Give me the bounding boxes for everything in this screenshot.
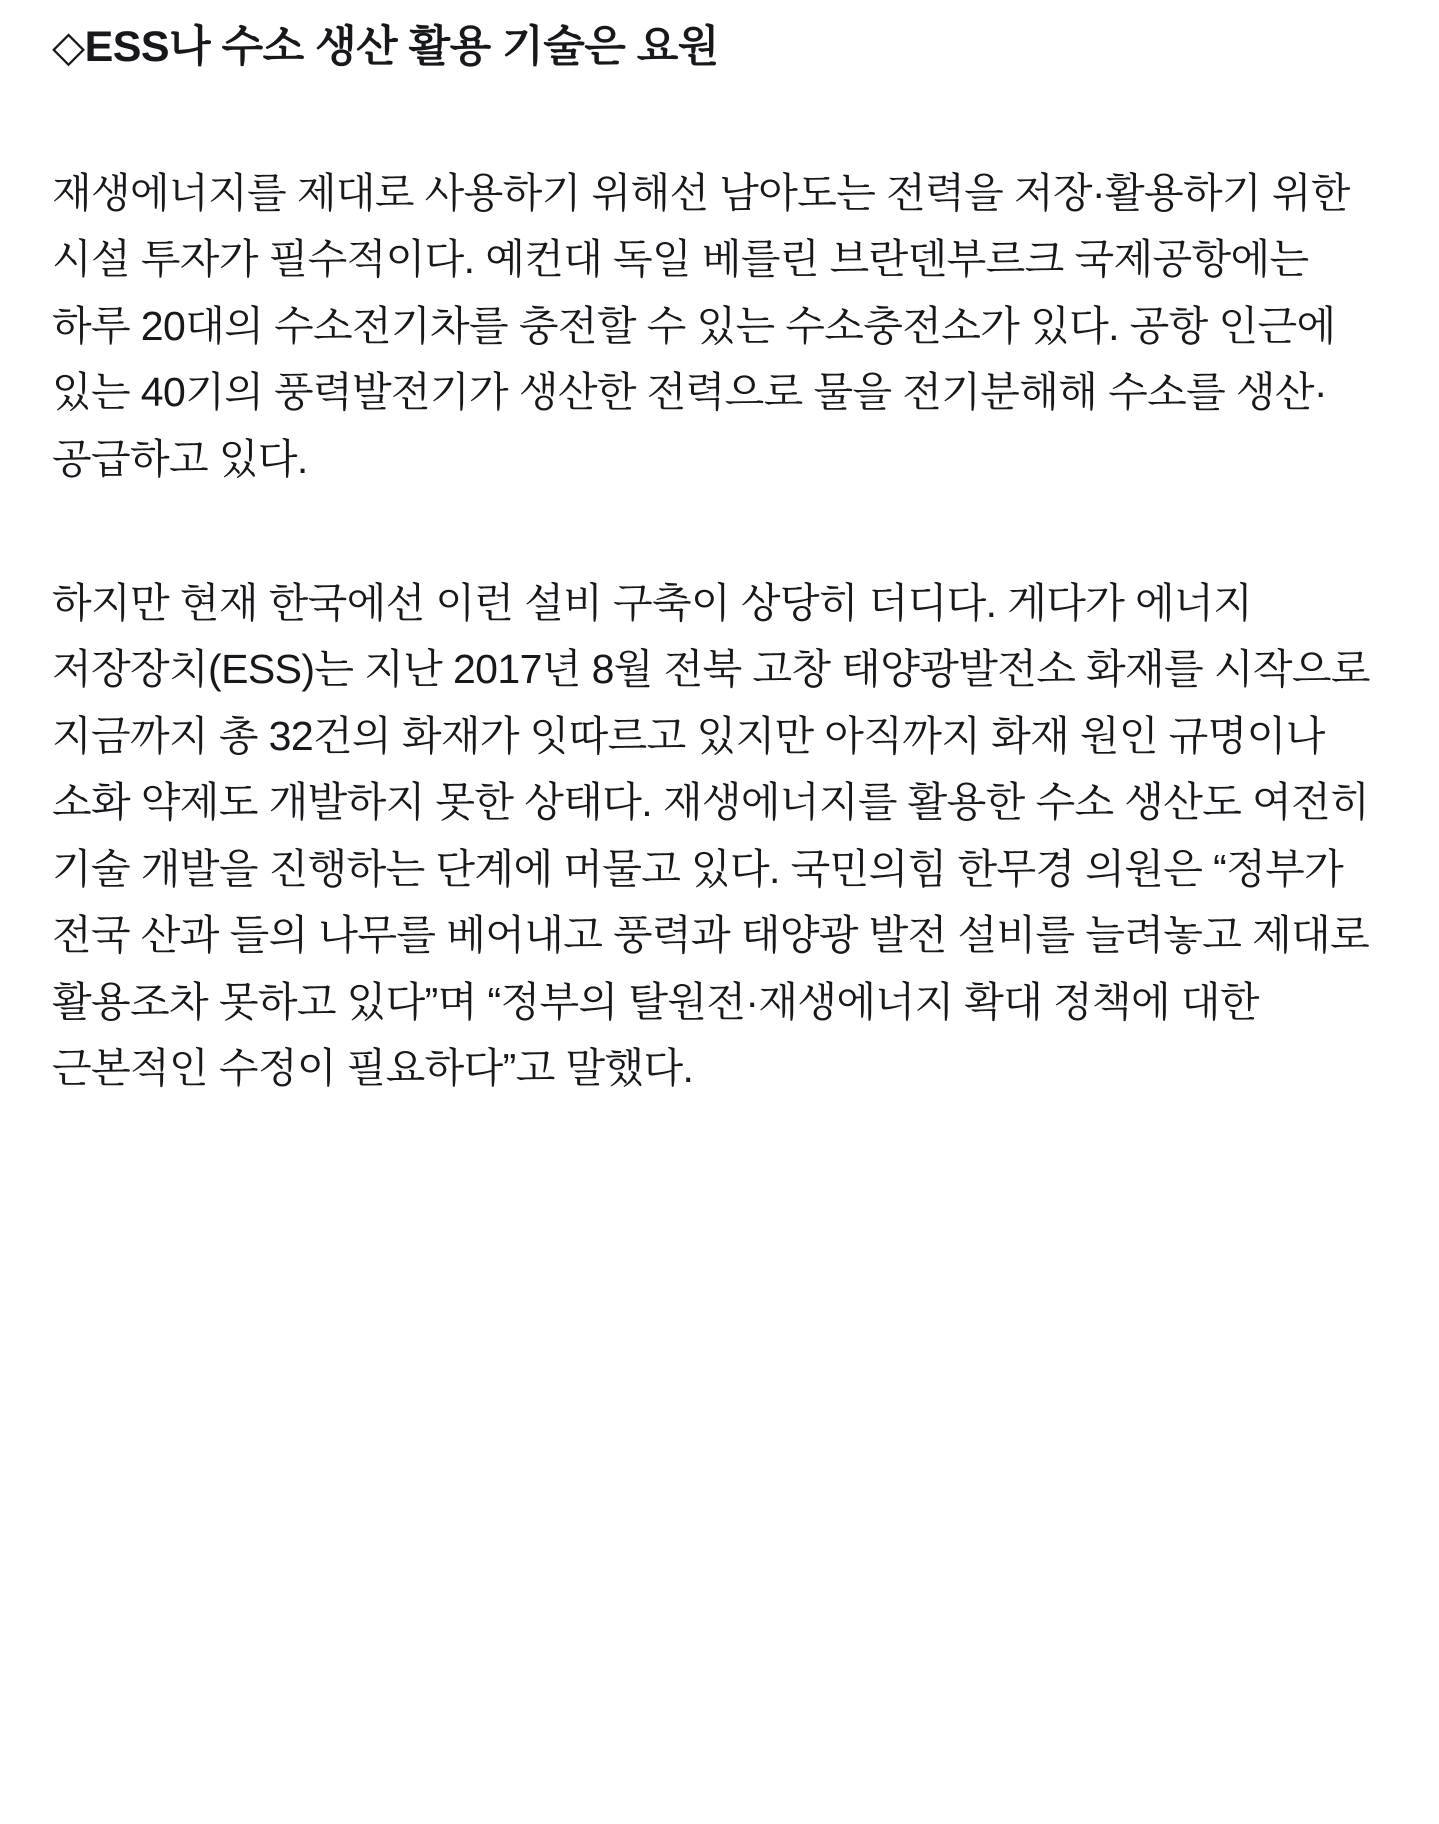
article-subheading: ◇ESS나 수소 생산 활용 기술은 요원	[52, 23, 719, 71]
article-paragraph: 재생에너지를 제대로 사용하기 위해선 남아도는 전력을 저장·활용하기 위한 시설 투자가 필수적이다. 예컨대 독일 베를린 브란덴부르크 국제공항에는 하루 20대의 수소전기차를 충전할 수 있는 수소충전소가 있다. 공항 인근에 있는 40기의 풍력발전기가 생산한 전력으로 물을 전기분해해 수소를 생산·공급하고 있다.	[52, 170, 1350, 482]
article-paragraph: 하지만 현재 한국에선 이런 설비 구축이 상당히 더디다. 게다가 에너지 저장장치(ESS)는 지난 2017년 8월 전북 고창 태양광발전소 화재를 시작으로 지금까지 총 32건의 화재가 잇따르고 있지만 아직까지 화재 원인 규명이나 소화 약제도 개발하지 못한 상태다. 재생에너지를 활용한 수소 생산도 여전히 기술 개발을 진행하는 단계에 머물고 있다. 국민의힘 한무경 의원은 “정부가 전국 산과 들의 나무를 베어내고 풍력과 태양광 발전 설비를 늘려놓고 제대로 활용조차 못하고 있다”며 “정부의 탈원전·재생에너지 확대 정책에 대한 근본적인 수정이 필요하다”고 말했다.	[52, 580, 1370, 1091]
